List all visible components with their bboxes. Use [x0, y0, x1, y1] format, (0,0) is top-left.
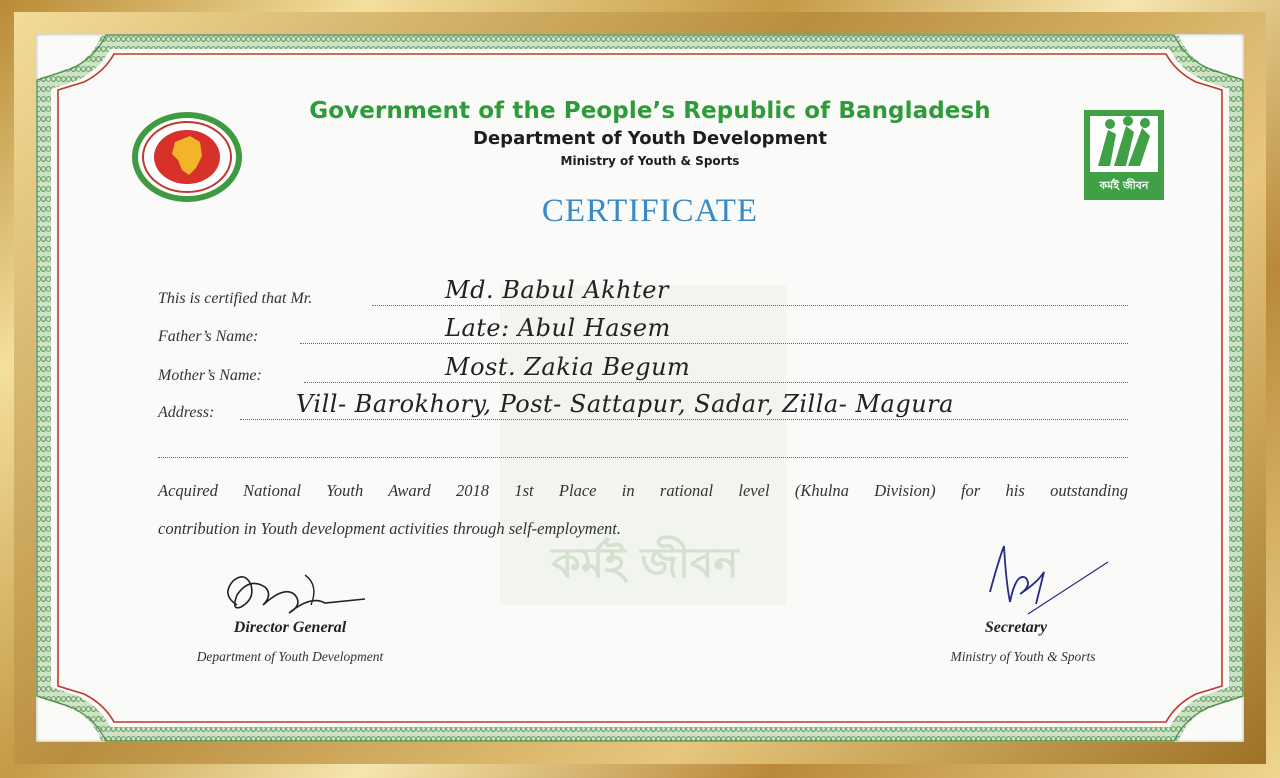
bangladesh-government-emblem — [132, 112, 242, 202]
mother-value: Most. Zakia Begum — [445, 353, 691, 381]
name-value: Md. Babul Akhter — [445, 276, 669, 304]
address-label: Address: — [158, 404, 215, 421]
address-value: Vill- Barokhory, Post- Sattapur, Sadar, Zilla- Magura — [296, 390, 954, 418]
blank-dotted-line — [158, 457, 1128, 458]
left-signatory-org: Department of Youth Development — [196, 649, 384, 664]
left-signatory-title: Director General — [233, 619, 347, 636]
address-dotted-line — [240, 419, 1128, 420]
logo-caption: কর্মই জীবন — [1099, 179, 1149, 192]
mother-label: Mother’s Name: — [158, 367, 262, 384]
father-label: Father’s Name: — [158, 328, 259, 345]
right-signatory-title: Secretary — [984, 619, 1048, 636]
watermark-caption: কর্মই জীবন — [551, 538, 739, 587]
secretary-signature — [980, 542, 1115, 622]
father-value: Late: Abul Hasem — [445, 314, 671, 342]
name-label: This is certified that Mr. — [158, 290, 313, 307]
award-text-line1: Acquired National Youth Award 2018 1st Place in rational level (Khulna Division) for his outstanding — [158, 481, 1128, 500]
mother-dotted-line — [304, 382, 1128, 383]
department-title: Department of Youth Development — [473, 128, 827, 149]
award-text-line2: contribution in Youth development activities through self-employment. — [158, 519, 621, 538]
name-dotted-line — [372, 305, 1128, 306]
father-dotted-line — [300, 343, 1128, 344]
ministry-title: Ministry of Youth & Sports — [560, 154, 740, 168]
government-title: Government of the People’s Republic of Bangladesh — [309, 98, 991, 124]
director-general-signature — [215, 565, 375, 627]
certificate-heading: CERTIFICATE — [541, 193, 759, 229]
right-signatory-org: Ministry of Youth & Sports — [950, 649, 1096, 664]
